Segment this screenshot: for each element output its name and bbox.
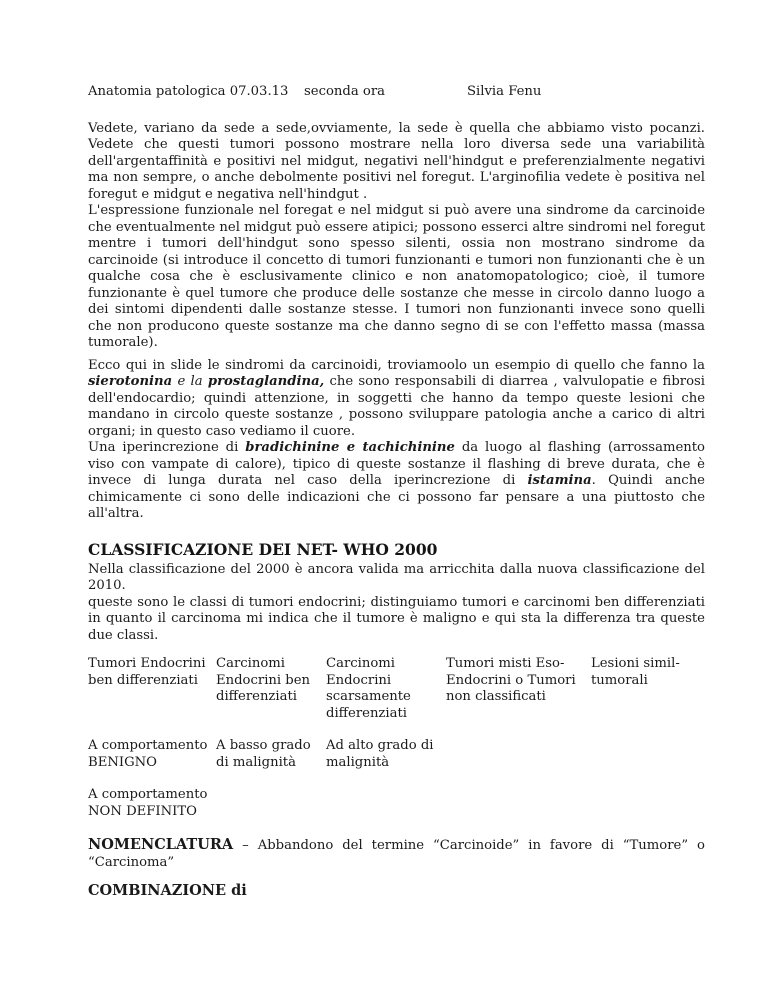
term-prostaglandina: prostaglandina, (207, 374, 325, 389)
header-author: Silvia Fenu (467, 84, 542, 99)
document-header (88, 84, 705, 101)
class-cell: Ad alto grado di malignità (326, 738, 434, 770)
header-title: Anatomia patologica 07.03.13 (88, 84, 289, 99)
paragraph-flashing: Una iperincrezione di bradichinine e tachichinine da luogo al flashing (arrossamento viso con vampate di calore), tipico di queste sostanze il flashing di breve durata, che è invece di lunga durata nel caso della iperincrezione di istamina. Quindi anche chimicamente ci sono delle indicazioni che ci possono far pensare a una piuttosto che all'altra. (88, 440, 705, 521)
paragraph-classification-intro: Nella classificazione del 2000 è ancora valida ma arricchita dalla nuova classificazione del 2010. (88, 561, 705, 593)
term-bradichinine: bradichinine e tachichinine (245, 440, 455, 455)
class-cell: Lesioni simil-tumorali (591, 656, 680, 688)
paragraph-argentaffinity: Vedete, variano da sede a sede,ovviamente, la sede è quella che abbiamo visto pocanzi. Vedete che questi tumori possono mostrare nella loro diversa sede una variabilità dell'argentaffinità e positivi nel midgut, negativi nell'hindgut e preferenzialmente negativi ma non sempre, o anche debolmente positivi nel foregut. L'arginofilia vedete è positiva nel foregut e midgut e negativa nell'hindgut . (88, 120, 705, 202)
paragraph-functional-expression: L'espressione funzionale nel foregat e nel midgut si può avere una sindrome da carcinoide che eventualmente nel midgut può essere atipici; possono esserci altre sindromi nel foregut mentre i tumori dell'hindgut sono spesso silenti, ossia non mostrano sindrome da carcinoide (si introduce il concetto di tumori funzionanti e tumori non funzionanti che è un qualche cosa che è esclusivamente clinico e non anatomopatologico; cioè, il tumore funzionante è quel tumore che produce delle sostanze che messe in circolo danno luogo a dei sintomi dipendenti dalle sostanze stesse. I tumori non funzionanti invece sono quelli che non producono queste sostanze ma che danno segno di se con l'effetto massa (massa tumorale). (88, 203, 705, 350)
paragraph-classes-description: queste sono le classi di tumori endocrini; distinguiamo tumori e carcinomi ben differenziati in quanto il carcinoma mi indica che il tumore è maligno e qui sta la differenza tra queste due classi. (88, 594, 705, 643)
class-cell: A comportamento NON DEFINITO (88, 787, 208, 819)
header-time: seconda ora (304, 84, 385, 99)
class-cell: Tumori Endocrini ben differenziati (88, 656, 206, 688)
class-cell: Carcinomi Endocrini ben differenziati (216, 656, 311, 704)
nomenclature-line: NOMENCLATURA – Abbandono del termine “Carcinoide” in favore di “Tumore” o “Carcinoma” (88, 836, 705, 870)
section-title: CLASSIFICAZIONE DEI NET- WHO 2000 (88, 539, 438, 559)
combination-heading: COMBINAZIONE di (88, 882, 247, 899)
paragraph-carcinoid-syndromes: Ecco qui in slide le sindromi da carcinoidi, troviamoolo un esempio di quello che fanno la sierotonina e la prostaglandina, che sono responsabili di diarrea , valvulopatie e fibrosi dell'endocardio; quindi attenzione, in soggetti che hanno da tempo queste lesioni che mandano in circolo queste sostanze , possono sviluppare patologia anche a carico di altri organi; in questo caso vediamo il cuore. (88, 357, 706, 439)
class-cell: Tumori misti Eso-Endocrini o Tumori non classificati (446, 656, 576, 704)
classification-row-behaviour (88, 738, 728, 771)
class-cell: A basso grado di malignità (216, 738, 311, 770)
term-istamina: istamina (527, 473, 592, 488)
document-page (88, 84, 705, 900)
class-cell: Carcinomi Endocrini scarsamente differenziati (326, 656, 411, 721)
term-sierotonina: sierotonina (88, 374, 173, 389)
class-cell: A comportamento BENIGNO (88, 738, 208, 770)
classification-table (88, 656, 728, 820)
classification-row-undefined (88, 787, 728, 820)
classification-row-categories (88, 656, 728, 722)
nomenclature-label: NOMENCLATURA (88, 836, 234, 853)
